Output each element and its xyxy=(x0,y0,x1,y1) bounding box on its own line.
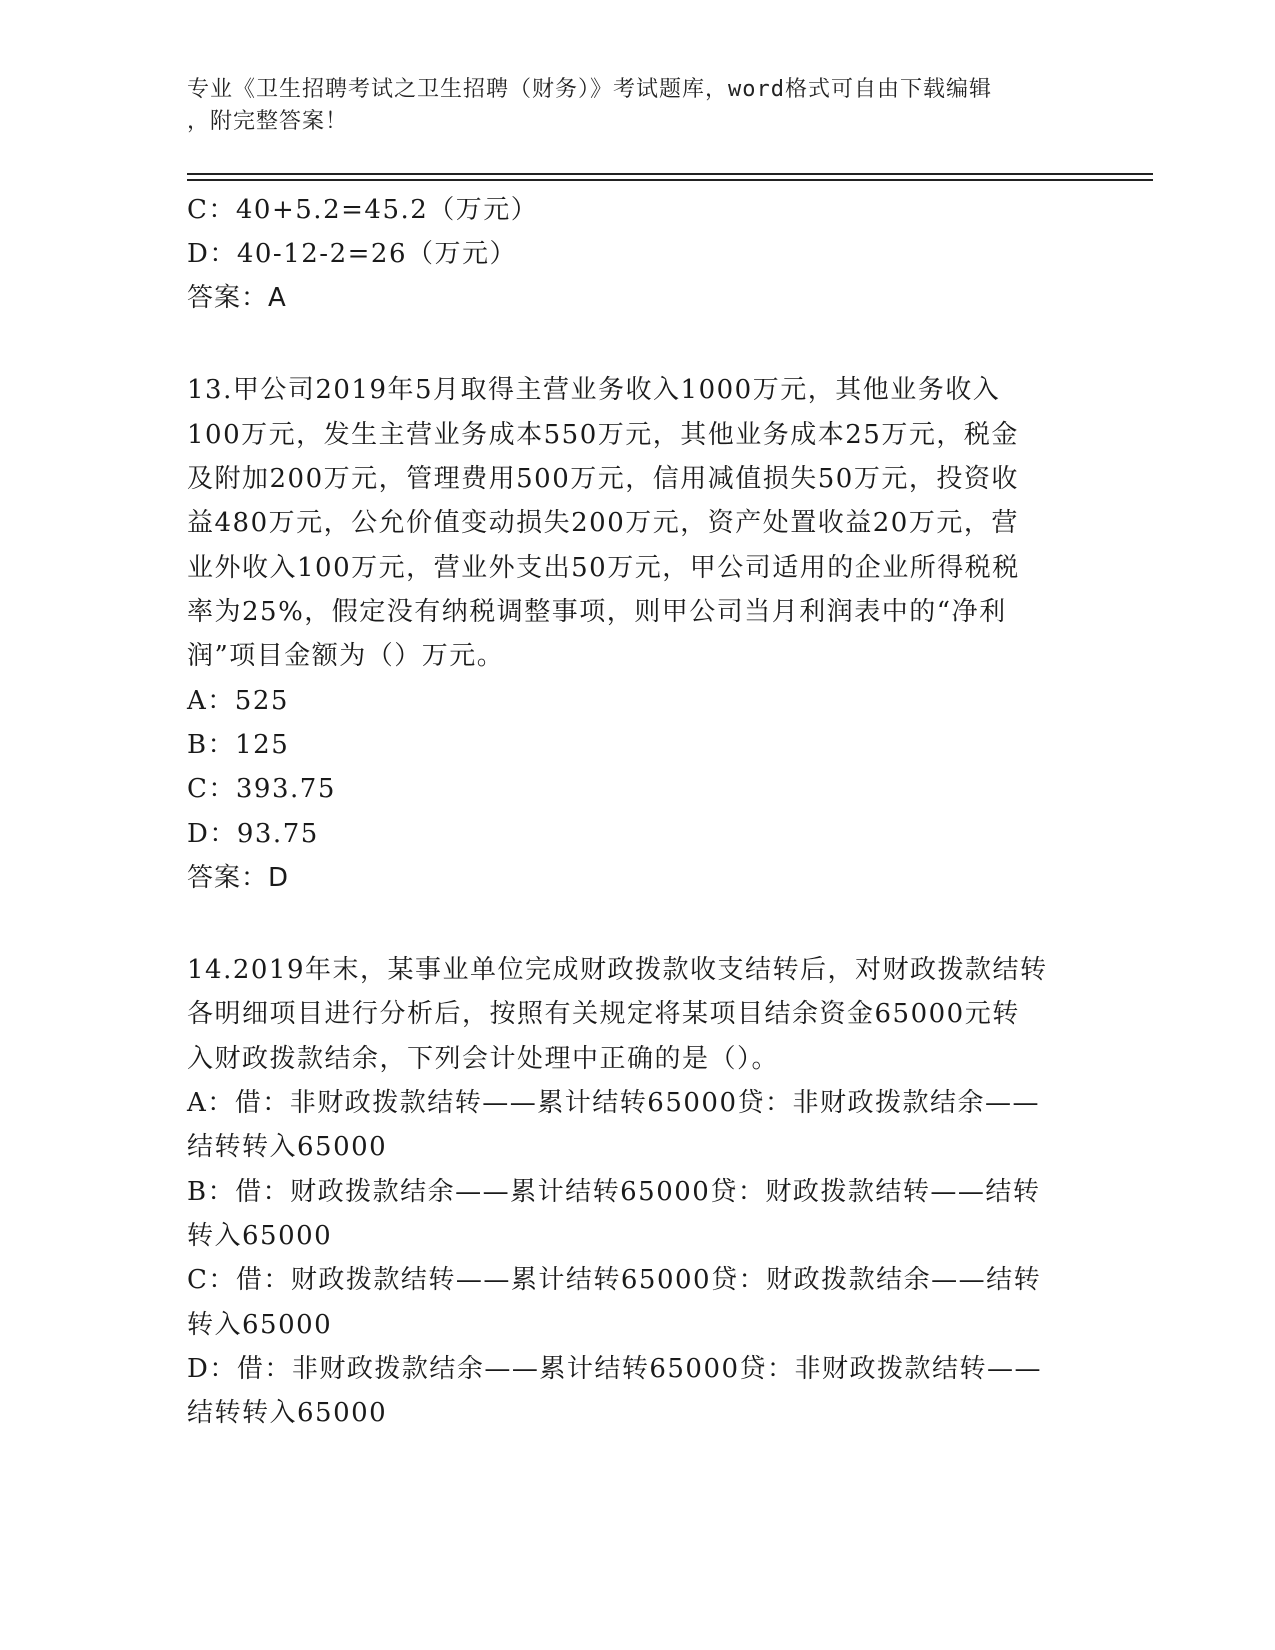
q13-option-a: A：525 xyxy=(187,686,289,716)
header-line-1: 专业《卫生招聘考试之卫生招聘（财务）》考试题库，word格式可自由下载编辑 xyxy=(187,77,992,102)
q13-stem-line: 率为25%，假定没有纳税调整事项，则甲公司当月利润表中的“净利 xyxy=(187,597,1007,627)
q13-stem-line: 益480万元，公允价值变动损失200万元，资产处置收益20万元，营 xyxy=(187,508,1019,538)
q14-option-d-cont: 结转转入65000 xyxy=(187,1398,388,1428)
q14-option-c-cont: 转入65000 xyxy=(187,1310,333,1340)
q13-stem-line: 13.甲公司2019年5月取得主营业务收入1000万元，其他业务收入 xyxy=(187,375,1001,405)
header-rule-bottom xyxy=(187,179,1153,181)
q13-stem-line: 业外收入100万元，营业外支出50万元，甲公司适用的企业所得税税 xyxy=(187,553,1020,583)
q14-option-b-cont: 转入65000 xyxy=(187,1221,333,1251)
q13-answer: 答案：D xyxy=(187,863,290,893)
q14-stem-line: 各明细项目进行分析后，按照有关规定将某项目结余资金65000元转 xyxy=(187,999,1020,1029)
q14-option-a: A：借：非财政拨款结转——累计结转65000贷：非财政拨款结余—— xyxy=(187,1088,1040,1118)
q13-stem-line: 及附加200万元，管理费用500万元，信用减值损失50万元，投资收 xyxy=(187,464,1019,494)
q14-stem-line: 入财政拨款结余，下列会计处理中正确的是（）。 xyxy=(187,1044,780,1074)
q13-option-b: B：125 xyxy=(187,730,290,760)
q12-answer: 答案：A xyxy=(187,283,287,313)
q12-option-c: C：40+5.2=45.2（万元） xyxy=(187,195,539,225)
header-line-2: ，附完整答案！ xyxy=(187,109,349,134)
q13-option-d: D：93.75 xyxy=(187,819,319,849)
q12-option-d: D：40-12-2=26（万元） xyxy=(187,239,517,269)
q14-option-c: C：借：财政拨款结转——累计结转65000贷：财政拨款结余——结转 xyxy=(187,1265,1042,1295)
header-rule-top xyxy=(187,173,1153,175)
q13-option-c: C：393.75 xyxy=(187,774,336,804)
document-header xyxy=(187,74,1067,138)
q13-stem-line: 100万元，发生主营业务成本550万元，其他业务成本25万元，税金 xyxy=(187,420,1019,450)
q14-option-a-cont: 结转转入65000 xyxy=(187,1132,388,1162)
q14-stem-line: 14.2019年末，某事业单位完成财政拨款收支结转后，对财政拨款结转 xyxy=(187,955,1048,985)
q14-option-d: D：借：非财政拨款结余——累计结转65000贷：非财政拨款结转—— xyxy=(187,1354,1043,1384)
q14-option-b: B：借：财政拨款结余——累计结转65000贷：财政拨款结转——结转 xyxy=(187,1177,1041,1207)
q13-stem-line: 润”项目金额为（）万元。 xyxy=(187,641,505,671)
